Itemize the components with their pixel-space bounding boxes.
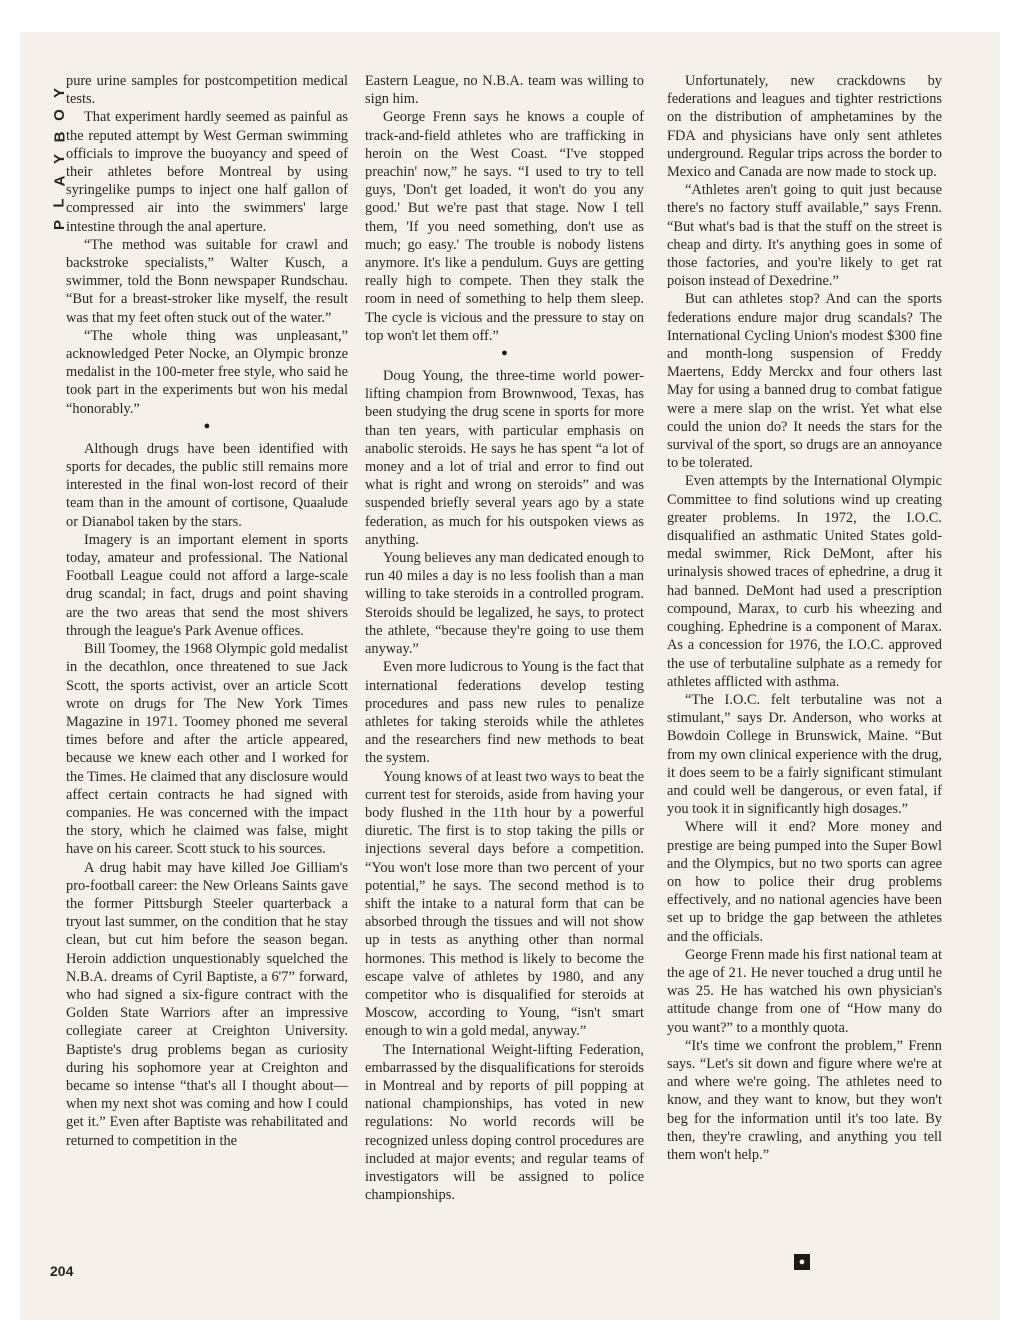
section-break-bullet-icon: ● xyxy=(203,419,211,432)
paragraph: “The whole thing was unpleasant,” acknowledged Peter Nocke, an Olympic bronze medalist in the 100-meter free style, who said he took part in the experiments but won his medal “honorably.” xyxy=(66,327,348,417)
paragraph: Even attempts by the International Olympic Committee to find solutions wind up creating greater problems. In 1972, the I.O.C. disqualified an asthmatic United States gold-medal swimmer, Rick DeMont, after his urinalysis showed traces of ephedrine, a drug it had banned. DeMont had used a prescription compound, Marax, to curb his wheezing and coughing. Ephedrine is a component of Marax. As a concession for 1976, the I.O.C. approved the use of terbutaline sulphate as a remedy for athletes afflicted with asthma. xyxy=(667,473,942,690)
masthead-letter: B xyxy=(51,131,68,143)
paragraph: George Frenn made his first national team at the age of 21. He never touched a drug until he was 25. He has watched his own physician's attitude change from one of “How many do you want?” to a monthly quota. xyxy=(667,946,942,1036)
masthead-letter: O xyxy=(50,109,68,121)
rabbit-end-mark-icon: ● xyxy=(794,1254,810,1270)
paragraph: “It's time we confront the problem,” Frenn says. “Let's sit down and figure where we're at and where we're going. The athletes need to know, and they want to know, but they won't beg for the information until it's too late. By then, they're crawling, and anything you tell them won't help.” xyxy=(667,1037,942,1163)
paragraph: pure urine samples for postcompetition medical tests. xyxy=(66,73,348,108)
paragraph: Where will it end? More money and prestige are being pumped into the Super Bowl and the Olympics, but no two sports can agree on how to police their drug problems effectively, and no national agencies have been set up to bridge the gap between the athletes and the officials. xyxy=(667,819,942,945)
text-column-3 xyxy=(667,72,942,1164)
paragraph: Unfortunately, new crackdowns by federations and leagues and tighter restrictions on the distribution of amphetamines by the FDA and physicians have only sent athletes underground. Regular trips across the border to Mexico and Canada are now made to stock up. xyxy=(667,73,942,181)
paragraph: Bill Toomey, the 1968 Olympic gold medalist in the decathlon, once threatened to sue Jack Scott, the sports activist, over an article Scott wrote on drugs for The New York Times Magazine in 1971. Toomey phoned me several times before and after the article appeared, because we knew each other and I worked for the Times. He claimed that any disclosure would affect certain contracts he had signed with companies. He was concerned with the impact the story, which he claimed was false, might have on his career. Scott stuck to his sources. xyxy=(66,641,348,858)
magazine-page xyxy=(20,32,1000,1320)
paragraph: Young believes any man dedicated enough to run 40 miles a day is no less foolish than a man willing to take steroids in a controlled program. Steroids should be legalized, he says, to protect the athlete, “because they're going to use them anyway.” xyxy=(365,550,644,658)
masthead-letter: P xyxy=(50,219,68,231)
paragraph: Young knows of at least two ways to beat the current test for steroids, aside from having your body flushed in the 11th hour by a powerful diuretic. The first is to stop taking the pills or injections several days before a competition. “You won't lose more than two percent of your potential,” he says. The second method is to shift the intake to a natural form that can be absorbed through the tissues and will not show up in tests as anything other than normal hormones. This method is likely to become the escape valve of athletes by 1980, and any competitor who is disqualified for steroids at Moscow, according to Young, “isn't smart enough to win a gold medal, anyway.” xyxy=(365,768,644,1040)
paragraph: “Athletes aren't going to quit just because there's no factory stuff available,” says Frenn. “But what's bad is that the stuff on the street is cheap and dirty. It's anything goes in some of those factories, and you're likely to get rat poison instead of Dexedrine.” xyxy=(667,182,942,290)
paragraph: Doug Young, the three-time world power-lifting champion from Brownwood, Texas, has been studying the drug scene in sports for more than ten years, with particular emphasis on anabolic steroids. He says he has spent “a lot of money and a lot of trial and error to find out what is right and wrong on steroids” and was suspended briefly several years ago by a state federation, as much for his outspoken views as anything. xyxy=(365,368,644,548)
masthead-letter: L xyxy=(50,198,68,208)
masthead-letter: Y xyxy=(50,153,68,165)
paragraph: George Frenn says he knows a couple of track-and-field athletes who are trafficking in heroin on the West Coast. “I've stopped preachin' now,” he says. “I used to try to tell guys, 'Don't get loaded, it won't do you any good.' But we're past that stage. Now I tell them, 'If you need something, don't use as much; go easy.' The trouble is nobody listens anymore. It's like a pendulum. Guys are getting really high to compete. Then they stalk the room in need of something to help them sleep. The cycle is vicious and the pressure to stay on top won't let them off.” xyxy=(365,109,644,344)
paragraph: Eastern League, no N.B.A. team was willing to sign him. xyxy=(365,73,644,108)
section-break-bullet-icon: ● xyxy=(501,347,508,360)
paragraph: The International Weight-lifting Federation, embarrassed by the disqualifications for steroids in Montreal and by reports of pill popping at national championships, has voted in new regulations: No world records will be recognized unless doping control procedures are included at major events; and regular teams of investigators will be assigned to police championships. xyxy=(365,1041,644,1204)
paragraph: “The method was suitable for crawl and backstroke specialists,” Walter Kusch, a swimmer, told the Bonn newspaper Rundschau. “But for a breast-stroker like myself, the result was that my feet often stuck out of the water.” xyxy=(66,236,348,326)
masthead-letter: Y xyxy=(50,87,68,99)
text-column-1 xyxy=(66,72,348,1150)
paragraph: A drug habit may have killed Joe Gilliam's pro-football career: the New Orleans Saints gave the former Pittsburgh Steeler quarterback a tryout last summer, on the condition that he stay clean, but cut him before the season began. Heroin addiction unquestionably squelched the N.B.A. dreams of Cyril Baptiste, a 6'7” forward, who had signed a six-figure contract with the Golden State Warriors after an impressive collegiate career at Creighton University. Baptiste's drug problems began as curiosity during his sophomore year at Creighton and became so intense “that's all I thought about—when my next shot was coming and how I could get it.” Even after Baptiste was rehabilitated and returned to competition in the xyxy=(66,859,348,1149)
paragraph: “The I.O.C. felt terbutaline was not a stimulant,” says Dr. Anderson, who works at Bowdoin College in Brunswick, Maine. “But from my own clinical experience with the drug, it does seem to be a fairly significant stimulant and could well be dangerous, or even fatal, if you took it in significantly high dosages.” xyxy=(667,691,942,818)
page-number: 204 xyxy=(50,1263,74,1279)
paragraph: Although drugs have been identified with sports for decades, the public still remains more interested in the final won-lost record of their team than in the amount of cortisone, Quaalude or Dianabol taken by the stars. xyxy=(66,440,348,530)
paragraph: Imagery is an important element in sports today, amateur and professional. The National Football League could not afford a large-scale drug scandal; in fact, drugs and point shaving are the two areas that send the most shivers through the league's Park Avenue offices. xyxy=(66,531,348,639)
text-column-2 xyxy=(365,72,644,1204)
paragraph: But can athletes stop? And can the sports federations endure major drug scandals? The International Cycling Union's modest $300 fine and month-long suspension of Freddy Maertens, Eddy Merckx and four others last May for using a banned drug to combat fatigue were a mere slap on the wrist. Yet what else could the union do? It needs the stars for the survival of the sport, so drugs are an annoyance to be tolerated. xyxy=(667,291,942,472)
paragraph: Even more ludicrous to Young is the fact that international federations develop testing procedures and pass new rules to penalize athletes for taking steroids while the athletes and the researchers find new methods to beat the system. xyxy=(365,659,644,767)
paragraph: That experiment hardly seemed as painful as the reputed attempt by West German swimming officials to improve the buoyancy and speed of their athletes before Montreal by using syringelike pumps to inject one half gallon of compressed air into the swimmers' large intestine through the anal aperture. xyxy=(66,109,348,235)
masthead-letter: A xyxy=(51,175,68,187)
